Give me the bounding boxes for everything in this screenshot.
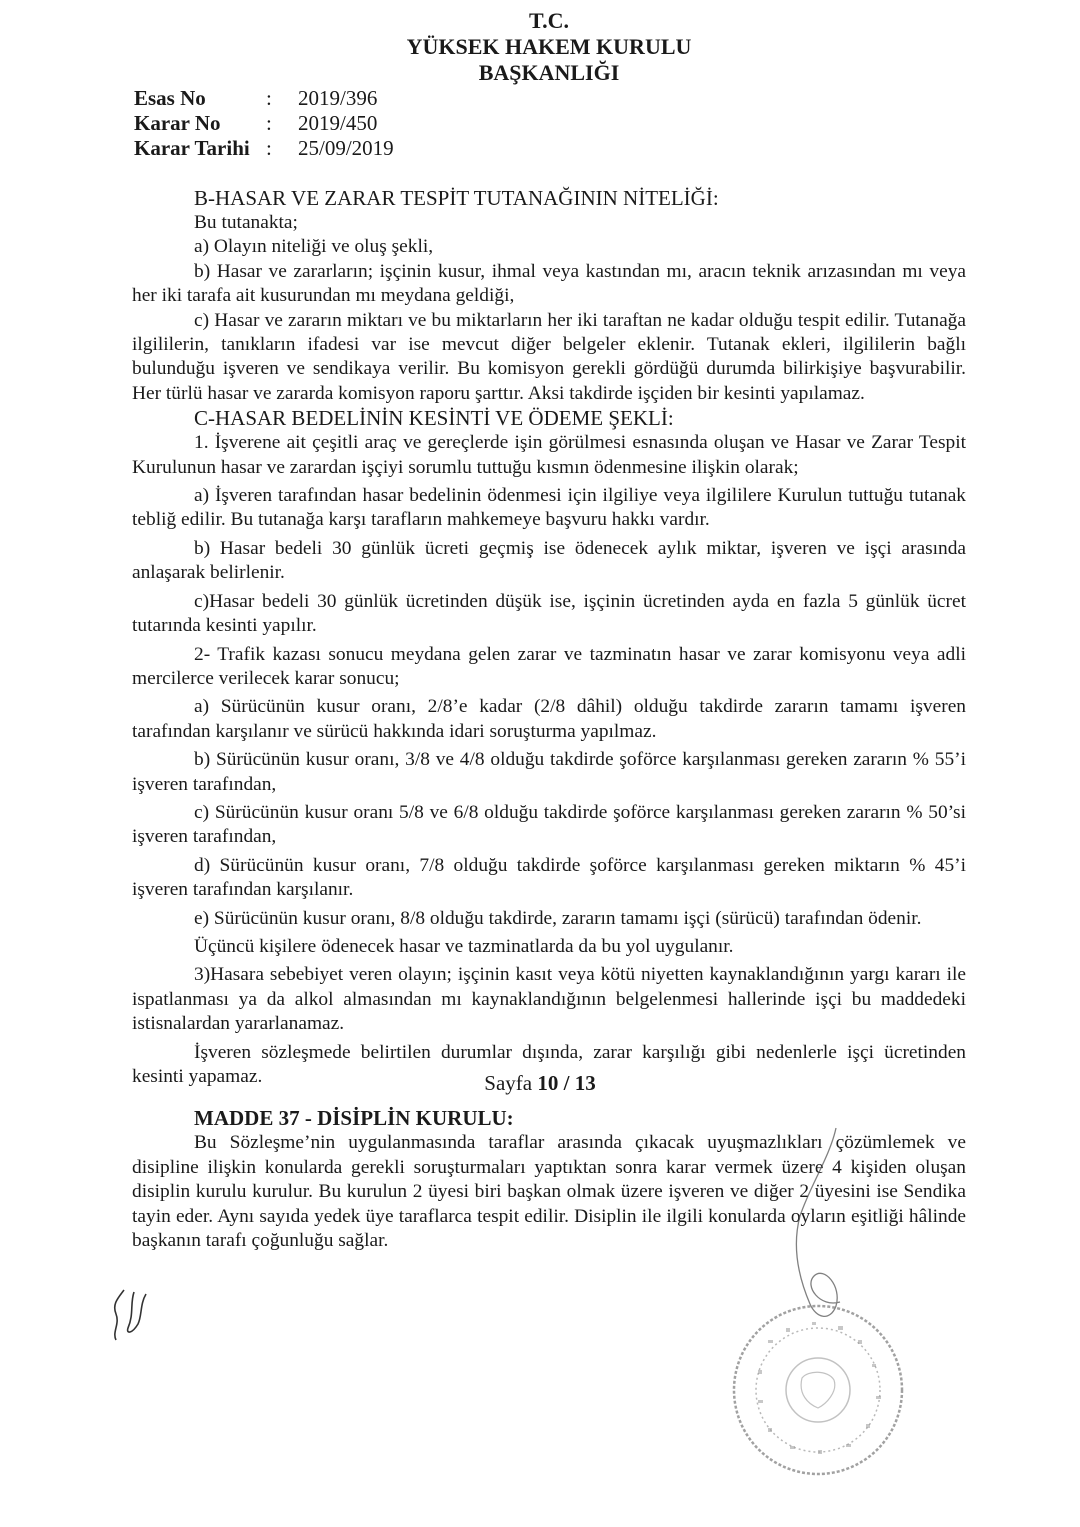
- meta-value: 25/09/2019: [298, 136, 394, 160]
- paragraph: c) Hasar ve zararın miktarı ve bu miktarların her iki taraftan ne kadar olduğu tespit edilir. Tutanağa ilgililerin, tanıkların ifadesi var ise mevcut diğer belgeler eklenir. Tutanak ekleri, ilgililerin bağlı bulunduğu işveren ve sendikaya verilir. Bu komisyon gerekli gördüğü durumda bilirkişiye başvurabilir. Her türlü hasar ve zararda komisyon raporu şarttır. Aksi takdirde işçiden bir kesinti yapılamaz.: [132, 309, 966, 404]
- header-tc: T.C.: [529, 8, 569, 33]
- paragraph: a) Sürücünün kusur oranı, 2/8’e kadar (2/8 dâhil) olduğu takdirde zararın tamamı işveren tarafından karşılanır ve sürücü hakkında idari soruşturma yapılmaz.: [132, 696, 966, 742]
- meta-sep: :: [266, 136, 272, 160]
- header-presidency: BAŞKANLIĞI: [478, 60, 620, 85]
- page-footer: [0, 1071, 1080, 1096]
- paragraph: d) Sürücünün kusur oranı, 7/8 olduğu takdirde şoförce karşılanması gereken miktarın % 45’i işveren tarafından karşılanır.: [132, 854, 966, 901]
- meta-row-tarih: [134, 136, 394, 161]
- meta-label: Karar No: [134, 111, 221, 135]
- case-meta: [134, 86, 394, 161]
- paragraph: c) Sürücünün kusur oranı 5/8 ve 6/8 olduğu takdirde şoförce karşılanması gereken zararın % 50’si işveren tarafından,: [132, 801, 966, 848]
- paragraph: b) Sürücünün kusur oranı, 3/8 ve 4/8 olduğu takdirde şoförce karşılanması gereken zararın % 55’i işveren tarafından,: [132, 749, 966, 795]
- initials-signature-icon: [104, 1284, 164, 1344]
- paragraph: b) Hasar ve zararların; işçinin kusur, ihmal veya kastından mı, aracın teknik arızasından mı veya her iki tarafa ait kusurundan mı meydana geldiği,: [132, 260, 966, 307]
- paragraph: Bu Sözleşme’nin uygulanmasında taraflar arasında çıkacak uyuşmazlıkları çözümlemek ve disipline ilişkin konularda gerekli soruşturmaları yaptıktan sonra karar vermek üzere 4 kişiden oluşan disiplin kurulu kurulur. Bu kurulun 2 üyesi biri başkan olmak üzere işveren ve diğer 2 üyesini ise Sendika tayin eder. Aynı sayıda yedek üye taraflarca tespit edilir. Disiplin ile ilgili konularda oyların eşitliği hâlinde başkanın tarafı çoğunluğu sağlar.: [132, 1132, 966, 1252]
- meta-row-esas: [134, 86, 394, 111]
- meta-sep: :: [266, 111, 272, 135]
- official-stamp-icon: [728, 1300, 908, 1480]
- meta-value: 2019/396: [298, 86, 378, 110]
- page-number: 10 / 13: [537, 1071, 596, 1095]
- paragraph: 1. İşverene ait çeşitli araç ve gereçlerde işin görülmesi esnasında oluşan ve Hasar ve Zarar Tespit Kurulunun hasar ve zarardan işçiyi sorumlu tuttuğu kısmın ödenmesine ilişkin olarak;: [132, 432, 966, 478]
- paragraph: b) Hasar bedeli 30 günlük ücreti geçmiş ise ödenecek aylık miktar, işveren ve işçi arasında anlaşarak belirlenir.: [132, 537, 966, 584]
- meta-sep: :: [266, 86, 272, 110]
- paragraph: İşveren sözleşmede belirtilen durumlar dışında, zarar karşılığı gibi nedenlerle işçi ücretinden kesinti yapamaz.: [132, 1041, 966, 1087]
- meta-row-karar: [134, 111, 394, 136]
- madde-37-title: MADDE 37 - DİSİPLİN KURULU:: [194, 1106, 514, 1131]
- paragraph: 3)Hasara sebebiyet veren olayın; işçinin kasıt veya kötü niyetten kaynaklandığının yargı kararı ile ispatlanması ya da alkol almasından mı kaynaklandığının belgelenmesi hallerinde işçi bu maddedeki istisnalardan yararlanamaz.: [132, 964, 966, 1035]
- paragraph: Bu tutanakta;: [194, 212, 298, 233]
- paragraph: a) İşveren tarafından hasar bedelinin ödenmesi için ilgiliye veya ilgililere Kurulun tuttuğu tutanak tebliğ edilir. Bu tutanağa karşı tarafların mahkemeye başvuru hakkı vardır.: [132, 485, 966, 531]
- paragraph: e) Sürücünün kusur oranı, 8/8 olduğu takdirde, zararın tamamı işçi (sürücü) tarafından ödenir.: [194, 907, 922, 929]
- meta-label: Esas No: [134, 86, 206, 110]
- page-label: Sayfa: [484, 1071, 538, 1095]
- paragraph: a) Olayın niteliği ve oluş şekli,: [194, 236, 434, 258]
- paragraph: 2- Trafik kazası sonucu meydana gelen zarar ve tazminatın hasar ve zarar komisyonu veya adli mercilerce verilecek karar sonucu;: [132, 643, 966, 689]
- section-b-title: B-HASAR VE ZARAR TESPİT TUTANAĞININ NİTELİĞİ:: [194, 186, 719, 210]
- paragraph: Üçüncü kişilere ödenecek hasar ve tazminatlarda da bu yol uygulanır.: [194, 935, 734, 957]
- header-institution: YÜKSEK HAKEM KURULU: [406, 34, 692, 59]
- section-c-title: C-HASAR BEDELİNİN KESİNTİ VE ÖDEME ŞEKLİ:: [194, 406, 674, 431]
- meta-value: 2019/450: [298, 111, 378, 135]
- document-header: [0, 8, 1080, 86]
- paragraph: c)Hasar bedeli 30 günlük ücretinden düşük ise, işçinin ücretinden ayda en fazla 5 günlük ücret tutarında kesinti yapılır.: [132, 590, 966, 637]
- meta-label: Karar Tarihi: [134, 136, 250, 160]
